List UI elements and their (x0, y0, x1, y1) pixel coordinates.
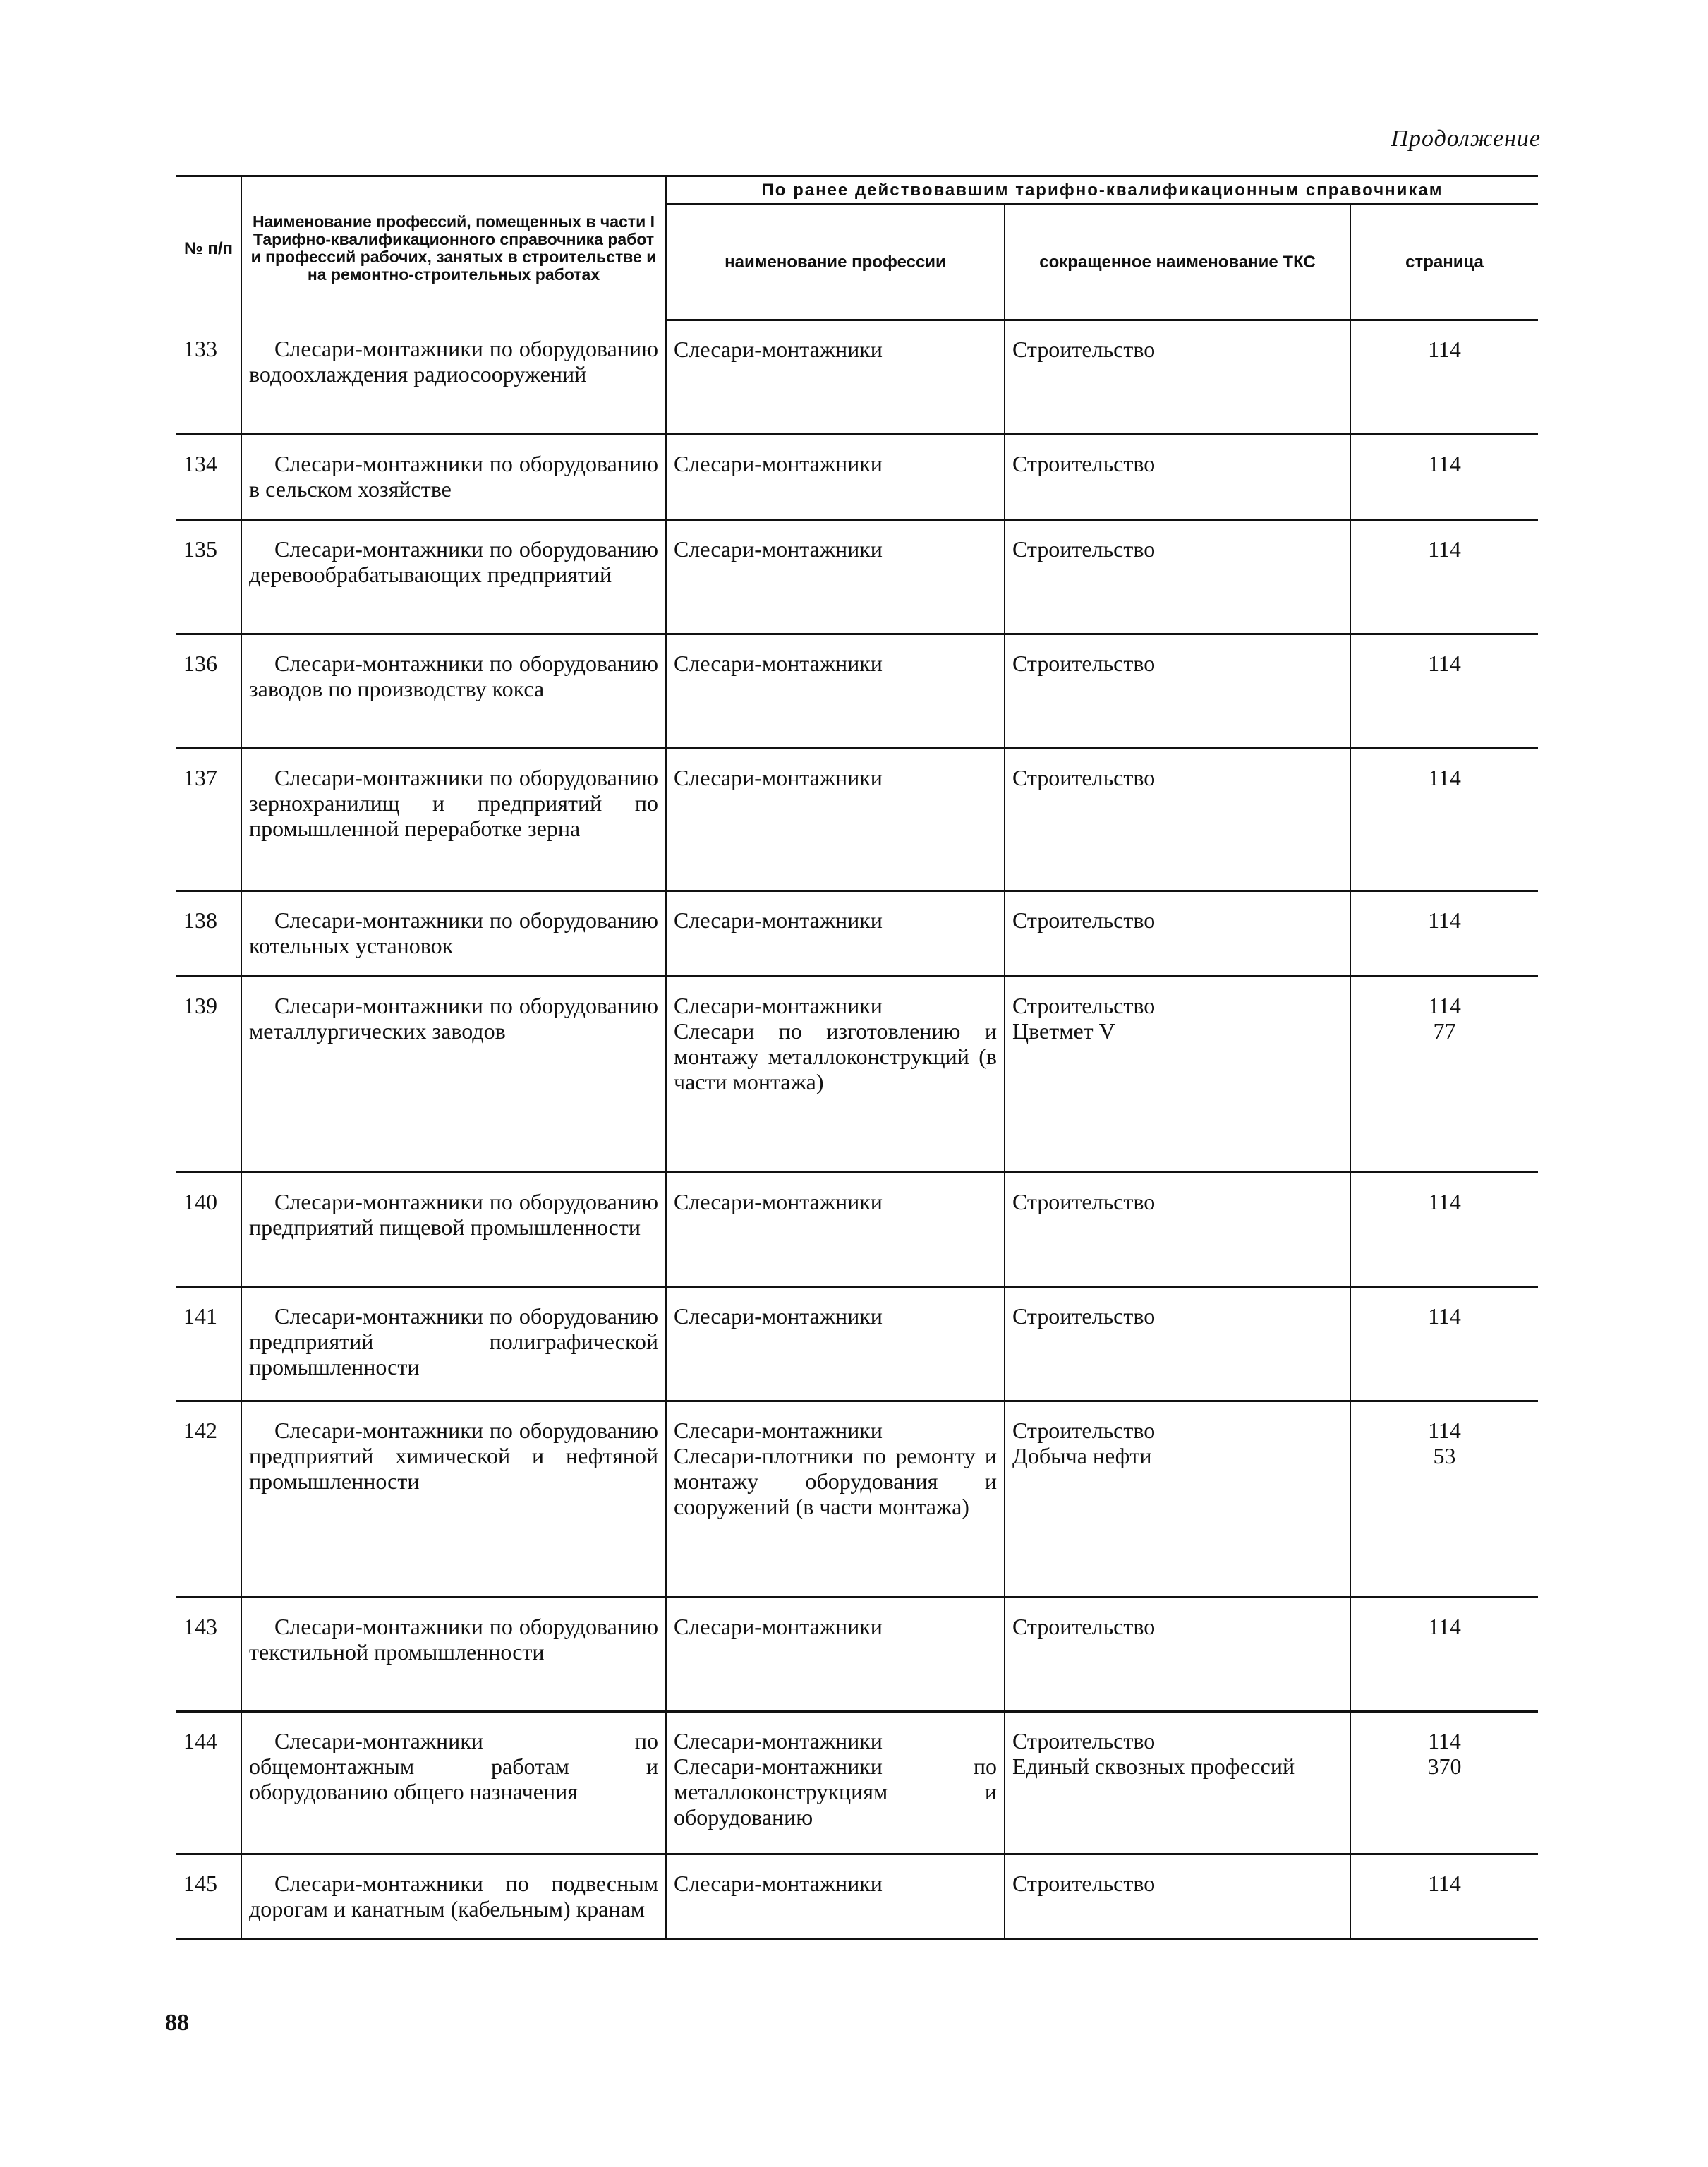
row-page (1350, 1173, 1538, 1287)
row-previous-profession-entry: Слесари-монтажники (674, 651, 883, 676)
profession-name-text: Слесари-монтажники по оборудованию зернохранилищ и предприятий по промышленной переработке зерна (249, 765, 658, 841)
row-page-entry: 114 (1428, 536, 1461, 562)
table-row (176, 1598, 1538, 1712)
row-page (1350, 891, 1538, 977)
row-tks-name-entry: Строительство (1012, 907, 1156, 933)
row-tks-name (1005, 1287, 1350, 1401)
row-page (1350, 1287, 1538, 1401)
row-previous-profession-entry: Слесари-монтажники (674, 451, 883, 476)
row-page-entry: 53 (1433, 1443, 1456, 1468)
row-previous-profession-entry: Слесари-монтажники (674, 1728, 883, 1753)
row-previous-profession-entry: Слесари-плотники по ремонту и монтажу оборудования и сооружений (в части монтажа) (674, 1443, 997, 1519)
row-previous-profession-entry: Слесари-монтажники (674, 993, 883, 1018)
row-tks-name-entry: Строительство (1012, 337, 1156, 362)
row-page (1350, 977, 1538, 1173)
row-number: 138 (176, 891, 241, 977)
table-row (176, 749, 1538, 891)
row-page-entry: 114 (1428, 993, 1461, 1018)
row-number: 133 (176, 320, 241, 435)
row-number: 134 (176, 435, 241, 520)
row-tks-name (1005, 1173, 1350, 1287)
row-previous-profession (666, 320, 1005, 435)
profession-name-text: Слесари-монтажники по оборудованию деревообрабатывающих предприятий (249, 536, 658, 587)
row-previous-profession (666, 1598, 1005, 1712)
row-previous-profession (666, 1854, 1005, 1940)
row-page-entry: 114 (1428, 1189, 1461, 1214)
header-profession: наименование профессии (666, 204, 1005, 320)
row-page (1350, 634, 1538, 749)
header-previous-handbooks: По ранее действовавшим тарифно-квалификационным справочникам (666, 176, 1538, 205)
row-page-entry: 370 (1427, 1753, 1462, 1779)
row-page (1350, 1401, 1538, 1598)
row-tks-name-entry: Строительство (1012, 1614, 1156, 1639)
row-tks-name-entry: Строительство (1012, 993, 1156, 1018)
row-previous-profession (666, 1173, 1005, 1287)
profession-name-text: Слесари-монтажники по подвесным дорогам и канатным (кабельным) кранам (249, 1871, 658, 1921)
row-tks-name-entry: Строительство (1012, 1871, 1156, 1896)
row-previous-profession (666, 435, 1005, 520)
row-previous-profession (666, 634, 1005, 749)
row-previous-profession-entry: Слесари-монтажники по металлоконструкциям и оборудованию (674, 1753, 997, 1830)
row-page-entry: 114 (1428, 1871, 1461, 1896)
row-previous-profession-entry: Слесари-монтажники (674, 536, 883, 562)
professions-table (176, 175, 1538, 1940)
row-previous-profession (666, 891, 1005, 977)
row-number: 139 (176, 977, 241, 1173)
row-page (1350, 1712, 1538, 1854)
row-previous-profession (666, 520, 1005, 634)
row-page-entry: 114 (1428, 337, 1461, 362)
profession-name-text: Слесари-монтажники по оборудованию заводов по производству кокса (249, 651, 658, 701)
row-tks-name (1005, 891, 1350, 977)
row-previous-profession (666, 1287, 1005, 1401)
header-profession-name: Наименование профессий, помещенных в части I Тарифно-квалификационного справочника работ и профессий рабочих, занятых в строительстве и на ремонтно-строительных работах (241, 176, 666, 320)
row-profession-name (241, 634, 666, 749)
row-page (1350, 1854, 1538, 1940)
row-page (1350, 749, 1538, 891)
profession-name-text: Слесари-монтажники по общемонтажным работам и оборудованию общего назначения (249, 1728, 658, 1804)
profession-name-text: Слесари-монтажники по оборудованию водоохлаждения радиосооружений (249, 335, 658, 387)
profession-name-text: Слесари-монтажники по оборудованию в сельском хозяйстве (249, 451, 658, 502)
row-profession-name (241, 749, 666, 891)
table-row (176, 977, 1538, 1173)
row-tks-name-entry: Единый сквозных профессий (1012, 1753, 1295, 1779)
table-row (176, 435, 1538, 520)
row-tks-name (1005, 977, 1350, 1173)
row-previous-profession (666, 749, 1005, 891)
row-previous-profession-entry: Слесари-монтажники (674, 337, 883, 362)
profession-name-text: Слесари-монтажники по оборудованию котельных установок (249, 907, 658, 958)
row-tks-name-entry: Строительство (1012, 451, 1156, 476)
table-row (176, 1173, 1538, 1287)
page-number: 88 (165, 2010, 189, 2036)
row-number: 136 (176, 634, 241, 749)
row-tks-name-entry: Строительство (1012, 765, 1156, 790)
row-page-entry: 114 (1428, 907, 1461, 933)
row-previous-profession-entry: Слесари-монтажники (674, 765, 883, 790)
row-previous-profession-entry: Слесари-монтажники (674, 1871, 883, 1896)
row-number: 141 (176, 1287, 241, 1401)
row-tks-name (1005, 1854, 1350, 1940)
row-previous-profession-entry: Слесари-монтажники (674, 1303, 883, 1329)
table-row (176, 1287, 1538, 1401)
row-profession-name (241, 1287, 666, 1401)
profession-name-text: Слесари-монтажники по оборудованию предприятий полиграфической промышленности (249, 1303, 658, 1380)
row-profession-name (241, 520, 666, 634)
row-page (1350, 320, 1538, 435)
row-tks-name-entry: Добыча нефти (1012, 1443, 1152, 1468)
profession-name-text: Слесари-монтажники по оборудованию текстильной промышленности (249, 1614, 658, 1665)
row-number: 142 (176, 1401, 241, 1598)
header-tks-short-name: сокращенное наименование ТКС (1005, 204, 1350, 320)
row-previous-profession-entry: Слесари-монтажники (674, 1418, 883, 1443)
row-tks-name-entry: Строительство (1012, 1303, 1156, 1329)
row-number: 137 (176, 749, 241, 891)
table-row (176, 520, 1538, 634)
row-previous-profession (666, 1712, 1005, 1854)
row-page-entry: 114 (1428, 1728, 1461, 1753)
table-row (176, 320, 1538, 435)
row-tks-name (1005, 520, 1350, 634)
row-profession-name (241, 1598, 666, 1712)
row-page-entry: 114 (1428, 451, 1461, 476)
row-number: 143 (176, 1598, 241, 1712)
row-tks-name-entry: Строительство (1012, 536, 1156, 562)
table-row (176, 1401, 1538, 1598)
row-number: 144 (176, 1712, 241, 1854)
row-page (1350, 520, 1538, 634)
row-previous-profession (666, 977, 1005, 1173)
header-number: № п/п (176, 176, 241, 320)
row-tks-name-entry: Строительство (1012, 1189, 1156, 1214)
row-page-entry: 114 (1428, 765, 1461, 790)
row-page-entry: 114 (1428, 1418, 1461, 1443)
profession-name-text: Слесари-монтажники по оборудованию предприятий химической и нефтяной промышленности (249, 1418, 658, 1494)
row-previous-profession-entry: Слесари-монтажники (674, 907, 883, 933)
table-row (176, 891, 1538, 977)
row-tks-name-entry: Строительство (1012, 651, 1156, 676)
row-number: 140 (176, 1173, 241, 1287)
row-tks-name (1005, 320, 1350, 435)
row-profession-name (241, 1712, 666, 1854)
row-profession-name (241, 320, 666, 435)
row-page (1350, 435, 1538, 520)
row-tks-name (1005, 1712, 1350, 1854)
continuation-note: Продолжение (1391, 126, 1541, 152)
row-page-entry: 114 (1428, 1614, 1461, 1639)
row-profession-name (241, 1401, 666, 1598)
header-page: страница (1350, 204, 1538, 320)
row-profession-name (241, 891, 666, 977)
row-tks-name (1005, 749, 1350, 891)
row-page (1350, 1598, 1538, 1712)
row-previous-profession-entry: Слесари-монтажники (674, 1189, 883, 1214)
row-tks-name-entry: Строительство (1012, 1418, 1156, 1443)
row-page-entry: 77 (1433, 1018, 1456, 1044)
row-previous-profession-entry: Слесари-монтажники (674, 1614, 883, 1639)
row-tks-name (1005, 1598, 1350, 1712)
row-previous-profession (666, 1401, 1005, 1598)
table-row (176, 1854, 1538, 1940)
row-tks-name-entry: Цветмет V (1012, 1018, 1115, 1044)
row-previous-profession-entry: Слесари по изготовлению и монтажу металлоконструкций (в части монтажа) (674, 1018, 997, 1094)
table-row (176, 1712, 1538, 1854)
table-body (176, 320, 1538, 1940)
row-number: 145 (176, 1854, 241, 1940)
row-profession-name (241, 435, 666, 520)
row-page-entry: 114 (1428, 1303, 1461, 1329)
row-tks-name (1005, 1401, 1350, 1598)
row-number: 135 (176, 520, 241, 634)
table-row (176, 634, 1538, 749)
profession-name-text: Слесари-монтажники по оборудованию металлургических заводов (249, 993, 658, 1044)
row-page-entry: 114 (1428, 651, 1461, 676)
row-tks-name (1005, 435, 1350, 520)
row-profession-name (241, 1173, 666, 1287)
row-profession-name (241, 977, 666, 1173)
row-tks-name-entry: Строительство (1012, 1728, 1156, 1753)
row-profession-name (241, 1854, 666, 1940)
profession-name-text: Слесари-монтажники по оборудованию предприятий пищевой промышленности (249, 1189, 658, 1240)
row-tks-name (1005, 634, 1350, 749)
